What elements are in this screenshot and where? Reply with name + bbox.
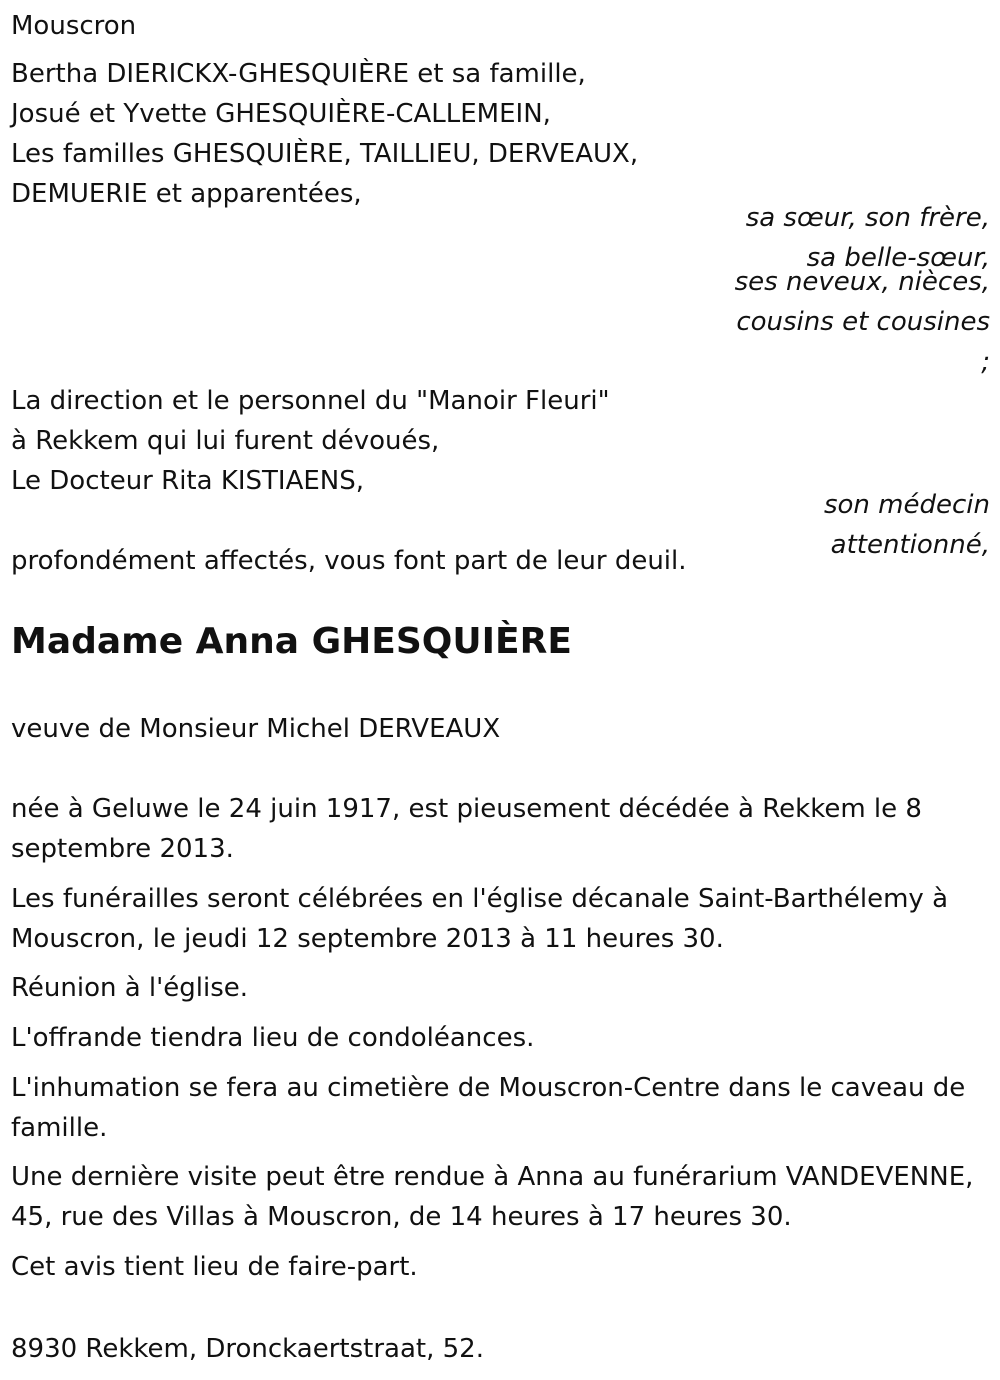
address-line: 8930 Rekkem, Dronckaertstraat, 52. xyxy=(11,1334,484,1364)
relation-label: sa sœur, son frère, xyxy=(745,203,990,233)
closing-line: profondément affectés, vous font part de leur deuil. xyxy=(11,546,687,576)
staff-line: La direction et le personnel du "Manoir Fleuri" xyxy=(11,386,610,416)
burial-paragraph: L'inhumation se fera au cimetière de Mouscron-Centre dans le caveau de famille. xyxy=(11,1073,966,1143)
relation-label: ses neveux, nièces, xyxy=(734,267,990,297)
relation-label: son médecin xyxy=(823,490,990,520)
spouse-line: veuve de Monsieur Michel DERVEAUX xyxy=(11,714,501,744)
family-line: Bertha DIERICKX-GHESQUIÈRE et sa famille, xyxy=(11,59,586,89)
deceased-name: Madame Anna GHESQUIÈRE xyxy=(11,621,572,662)
family-line: Josué et Yvette GHESQUIÈRE-CALLEMEIN, xyxy=(11,99,551,129)
family-line: Les familles GHESQUIÈRE, TAILLIEU, DERVEAUX, xyxy=(11,139,639,169)
birth-death-paragraph: née à Geluwe le 24 juin 1917, est pieusement décédée à Rekkem le 8 septembre 2013. xyxy=(11,794,922,864)
relation-label: attentionné, xyxy=(830,530,990,560)
staff-line: à Rekkem qui lui furent dévoués, xyxy=(11,426,440,456)
notice-paragraph: Cet avis tient lieu de faire-part. xyxy=(11,1252,418,1282)
funeral-paragraph: Les funérailles seront célébrées en l'église décanale Saint-Barthélemy à Mouscron, le jeudi 12 septembre 2013 à 11 heures 30. xyxy=(11,884,949,954)
relation-label: cousins et cousines xyxy=(736,307,990,337)
relation-label: sa belle-sœur, xyxy=(806,243,990,273)
visit-paragraph: Une dernière visite peut être rendue à Anna au funérarium VANDEVENNE, 45, rue des Villas à Mouscron, de 14 heures à 17 heures 30. xyxy=(11,1162,974,1232)
meeting-paragraph: Réunion à l'église. xyxy=(11,973,249,1003)
doctor-line: Le Docteur Rita KISTIAENS, xyxy=(11,466,365,496)
family-line: DEMUERIE et apparentées, xyxy=(11,179,362,209)
relation-label: ; xyxy=(981,347,990,377)
location-heading: Mouscron xyxy=(11,11,137,41)
offering-paragraph: L'offrande tiendra lieu de condoléances. xyxy=(11,1023,535,1053)
